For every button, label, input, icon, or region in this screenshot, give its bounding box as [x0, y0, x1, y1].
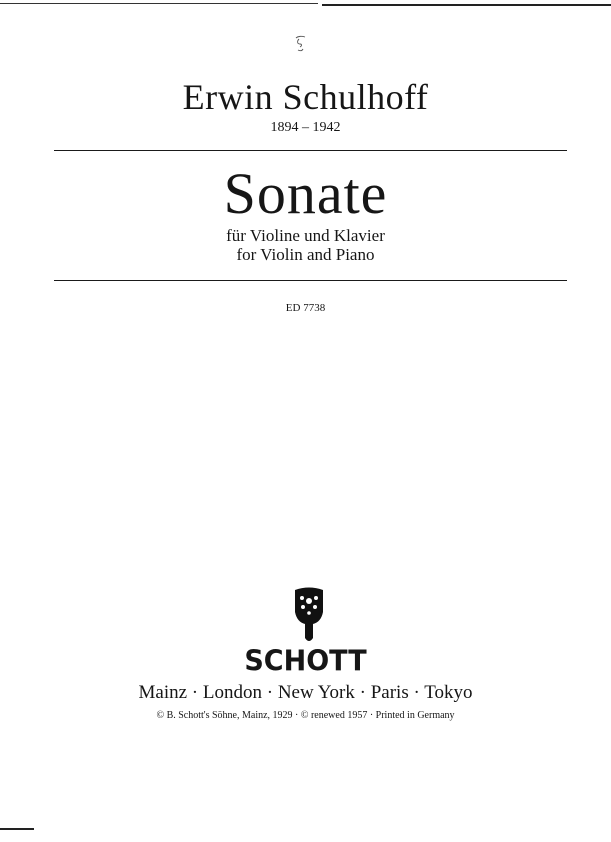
schott-emblem-icon	[291, 586, 327, 650]
subtitle-english: for Violin and Piano	[236, 245, 375, 264]
edition-number: ED 7738	[285, 302, 326, 314]
work-title: Sonate	[223, 161, 388, 226]
top-edge-line-right	[322, 4, 611, 6]
top-rule	[54, 150, 567, 151]
bottom-rule	[54, 280, 567, 281]
publisher-cities: Mainz · London · New York · Paris · Tokyo	[138, 682, 473, 703]
pencil-mark-icon	[292, 34, 308, 54]
composer-name: Erwin Schulhoff	[182, 77, 429, 117]
copyright-line: © B. Schott's Söhne, Mainz, 1929 · © renewed 1957 · Printed in Germany	[156, 710, 455, 721]
composer-dates: 1894 – 1942	[270, 120, 341, 135]
publisher-logo-text: SCHOTT	[244, 645, 367, 678]
bottom-edge-mark	[0, 828, 34, 830]
top-edge-line-left	[0, 3, 318, 4]
subtitle-german: für Violine und Klavier	[226, 226, 385, 245]
